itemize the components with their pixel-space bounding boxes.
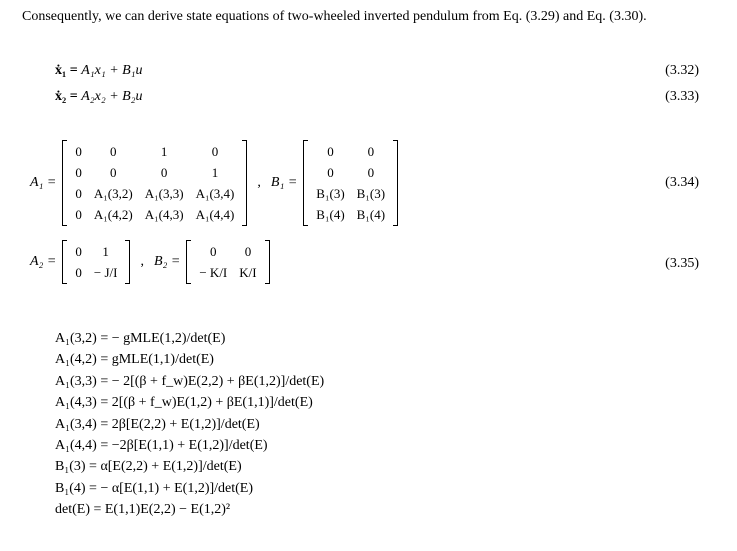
matrix-cell: A₁(4,3) [144,207,184,222]
matrix-cell: 0 [211,144,219,159]
matrix-cell: 0 [367,144,375,159]
matrix-row [69,204,240,225]
matrix-row [310,162,391,183]
matrix-cell: 0 [75,186,82,201]
state-eq-lhs: ẋ₂ = [55,89,82,104]
matrix-cell: B₁(4) [356,207,386,222]
matrix-row [69,162,240,183]
matrix-name: A₂ = [30,254,57,269]
matrix-cell: A₁(4,4) [195,207,235,222]
matrix-name: B₂ = [153,254,181,269]
definition-line: B₁(3) = α[E(2,2) + E(1,2)]/det(E) [55,459,242,475]
definition-line: A₁(3,3) = − 2[(β + f_w)E(2,2) + βE(1,2)]/det(E) [55,373,325,389]
matrix-cell: 0 [160,165,168,180]
state-eq-rhs: A₁x₁ + B₁u [81,63,143,78]
matrix-name: A₁ = [30,175,57,190]
state-equation-2 [55,89,143,105]
definition-line: A₁(4,2) = gMLE(1,1)/det(E) [55,352,214,368]
matrix-cell: 0 [210,244,217,259]
matrix-cell: 0 [244,244,252,259]
matrix-cell: − J/I [93,265,118,280]
equation-number: (3.34) [665,175,699,190]
intro-paragraph: Consequently, we can derive state equations of two-wheeled inverted pendulum from Eq. (3.29) and Eq. (3.30). [22,9,647,24]
matrix-cell: A₁(4,2) [93,207,133,222]
matrix-cell: 1 [160,144,168,159]
matrix-cell: 0 [75,165,82,180]
matrix-equation-2 [30,240,270,284]
matrix-equation-1 [30,140,398,226]
matrix-row [69,262,123,283]
matrix-b1 [303,140,398,226]
definition-line: B₁(4) = − α[E(1,1) + E(1,2)]/det(E) [55,480,254,496]
definitions-block [55,328,324,521]
separator: , [140,254,144,269]
definition-line: det(E) = E(1,1)E(2,2) − E(1,2)² [55,502,231,518]
matrix-cell: B₁(4) [316,207,345,222]
matrix-cell: 0 [75,207,82,222]
matrix-cell: 0 [367,165,375,180]
matrix-cell: 0 [75,144,82,159]
matrix-a2 [62,240,130,284]
state-eq-rhs: A₂x₂ + B₂u [81,89,143,104]
matrix-row [69,183,240,204]
definition-line: A₁(3,2) = − gMLE(1,2)/det(E) [55,331,226,346]
state-equation-1 [55,63,143,79]
matrix-cell: A₁(3,4) [195,186,235,201]
matrix-cell: B₁(3) [356,186,386,201]
matrix-cell: A₁(3,2) [93,186,133,201]
matrix-cell: 0 [327,165,334,180]
equation-number: (3.35) [665,256,699,271]
definition-line: A₁(3,4) = 2β[E(2,2) + E(1,2)]/det(E) [55,416,260,432]
separator: , [257,175,261,190]
definition-line: A₁(4,4) = −2β[E(1,1) + E(1,2)]/det(E) [55,438,268,454]
matrix-cell: 1 [102,244,109,259]
matrix-row [310,141,391,162]
matrix-cell: B₁(3) [316,186,345,201]
matrix-cell: 0 [110,165,117,180]
matrix-cell: 0 [75,244,82,259]
matrix-row [193,262,262,283]
matrix-cell: 0 [327,144,334,159]
matrix-name: B₁ = [270,175,298,190]
matrix-cell: − K/I [199,265,228,280]
matrix-cell: 0 [75,265,82,280]
matrix-row [193,241,262,262]
matrix-cell: K/I [239,265,257,280]
matrix-row [310,183,391,204]
equation-number: (3.32) [665,63,699,78]
definition-line: A₁(4,3) = 2[(β + f_w)E(1,2) + βE(1,1)]/det(E) [55,395,313,411]
matrix-cell: A₁(3,3) [144,186,184,201]
state-eq-lhs: ẋ₁ = [55,63,82,78]
matrix-row [310,204,391,225]
equation-number: (3.33) [665,89,699,104]
matrix-cell: 1 [211,165,219,180]
matrix-row [69,241,123,262]
matrix-cell: 0 [110,144,117,159]
matrix-row [69,141,240,162]
matrix-a1 [62,140,247,226]
matrix-b2 [186,240,269,284]
